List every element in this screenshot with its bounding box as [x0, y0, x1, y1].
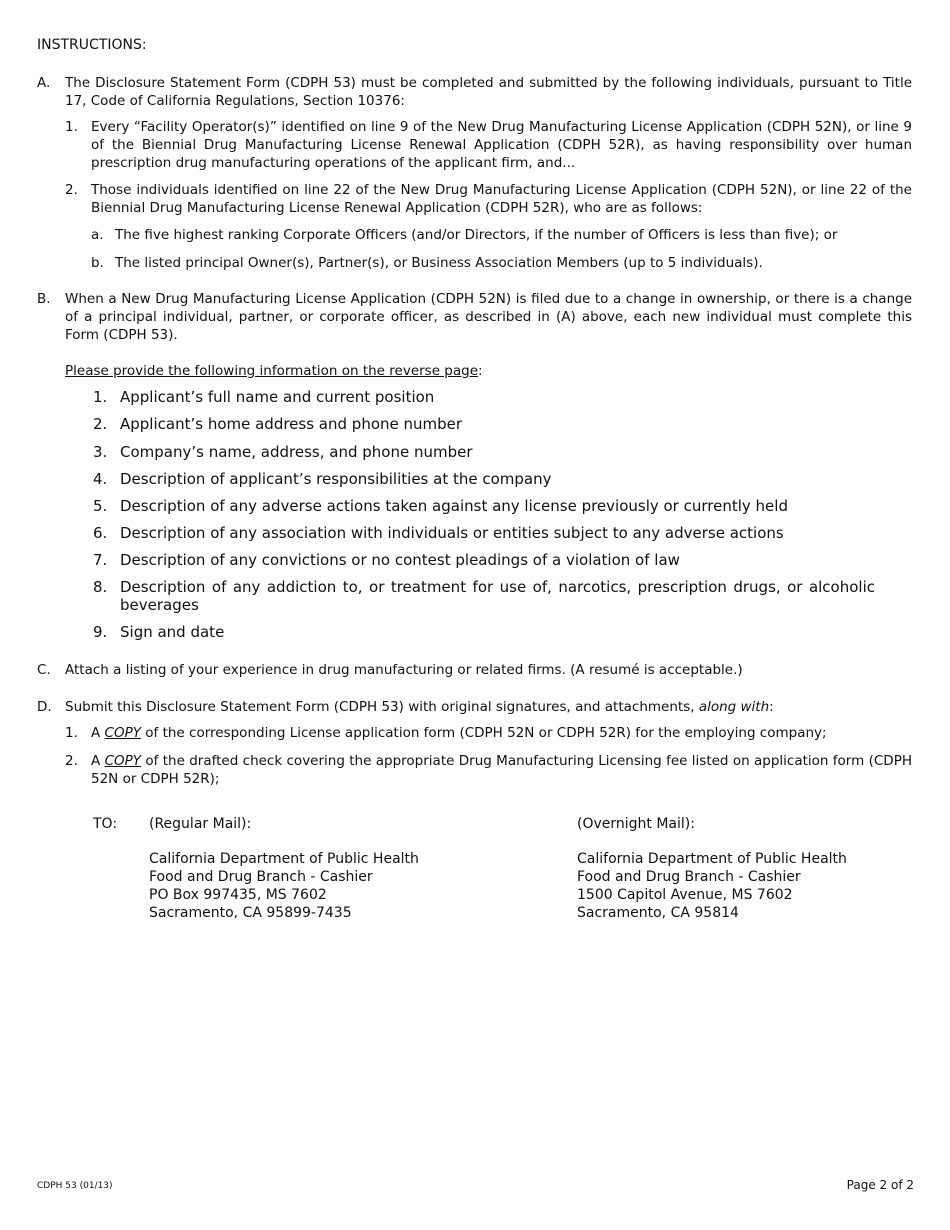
- section-a-item-text: Every “Facility Operator(s)” identified on line 9 of the New Drug Manufacturing License Application (CDPH 52N), or line 9 of the Biennial Drug Manufacturing License Renewal Application (CDPH 52R), as having responsibility over human prescription drug manufacturing operations of the applicant firm, and...: [91, 119, 912, 171]
- section-a-item-number: 1.: [65, 119, 78, 135]
- info-list-item: Description of any association with individuals or entities subject to any adverse actions: [120, 524, 784, 542]
- provide-info-colon: :: [478, 363, 483, 379]
- overnight-mail-label: (Overnight Mail):: [577, 816, 695, 832]
- copy-emphasis: COPY: [104, 753, 142, 769]
- provide-info-label: [65, 362, 483, 380]
- section-d-item-text: [91, 752, 912, 788]
- form-id: CDPH 53 (01/13): [37, 1181, 113, 1191]
- copy-emphasis: COPY: [104, 725, 141, 741]
- info-list-number: 2.: [93, 415, 108, 433]
- section-a-item-number: 2.: [65, 182, 78, 198]
- info-list-item: Sign and date: [120, 623, 225, 641]
- section-a-subitem-text: The five highest ranking Corporate Officers (and/or Directors, if the number of Officers is less than five); or: [115, 227, 838, 243]
- regular-mail-label: (Regular Mail):: [149, 816, 252, 832]
- section-a-letter: A.: [37, 75, 51, 91]
- section-d-text-end: :: [769, 699, 774, 715]
- page-title: INSTRUCTIONS:: [37, 37, 147, 53]
- info-list-number: 7.: [93, 551, 108, 569]
- section-d-text: [65, 698, 912, 716]
- section-d-item-post: of the drafted check covering the appropriate Drug Manufacturing Licensing fee listed on application form (CDPH 52N or CDPH 52R);: [91, 753, 912, 787]
- info-list-item: Company’s name, address, and phone number: [120, 443, 473, 461]
- info-list-item: Description of any convictions or no contest pleadings of a violation of law: [120, 551, 680, 569]
- info-list-number: 5.: [93, 497, 108, 515]
- section-c-text: Attach a listing of your experience in drug manufacturing or related firms. (A resumé is acceptable.): [65, 662, 743, 678]
- address-line: California Department of Public Health: [149, 851, 419, 867]
- info-list-item: Description of applicant’s responsibilities at the company: [120, 470, 552, 488]
- info-list-number: 6.: [93, 524, 108, 542]
- section-b-letter: B.: [37, 291, 51, 307]
- mail-to-label: TO:: [93, 816, 118, 832]
- section-d-item-number: 2.: [65, 753, 78, 769]
- section-b-text: When a New Drug Manufacturing License Application (CDPH 52N) is filed due to a change in ownership, or there is a change of a principal individual, partner, or corporate officer, as described in (A) above, each new individual must complete this Form (CDPH 53).: [65, 291, 912, 343]
- page-number: Page 2 of 2: [846, 1178, 914, 1192]
- overnight-mail-address: [577, 850, 847, 922]
- info-list-number: 4.: [93, 470, 108, 488]
- section-d-text-italic: along with: [698, 699, 770, 715]
- section-a-text: The Disclosure Statement Form (CDPH 53) must be completed and submitted by the following individuals, pursuant to Title 17, Code of California Regulations, Section 10376:: [65, 75, 912, 109]
- section-a-subitem-letter: a.: [91, 227, 104, 243]
- section-d-item-number: 1.: [65, 725, 78, 741]
- info-list-item: Description of any adverse actions taken against any license previously or currently held: [120, 497, 788, 515]
- section-d-item-pre: A: [91, 753, 105, 769]
- info-list-number: 9.: [93, 623, 108, 641]
- address-line: Food and Drug Branch - Cashier: [149, 869, 373, 885]
- section-d-item-post: of the corresponding License application form (CDPH 52N or CDPH 52R) for the employing company;: [140, 725, 827, 741]
- provide-info-label-text: Please provide the following information on the reverse page: [65, 363, 479, 379]
- regular-mail-address: [149, 850, 419, 922]
- section-d-letter: D.: [37, 699, 52, 715]
- address-line: California Department of Public Health: [577, 851, 847, 867]
- address-line: PO Box 997435, MS 7602: [149, 887, 327, 903]
- section-d-text-start: Submit this Disclosure Statement Form (CDPH 53) with original signatures, and attachments,: [65, 699, 699, 715]
- info-list-item: Applicant’s home address and phone number: [120, 415, 463, 433]
- section-a-subitem-letter: b.: [91, 255, 104, 271]
- address-line: Sacramento, CA 95899-7435: [149, 905, 352, 921]
- address-line: Sacramento, CA 95814: [577, 905, 739, 921]
- info-list-number: 3.: [93, 443, 108, 461]
- address-line: Food and Drug Branch - Cashier: [577, 869, 801, 885]
- section-c-letter: C.: [37, 662, 51, 678]
- address-line: 1500 Capitol Avenue, MS 7602: [577, 887, 793, 903]
- info-list-item: Applicant’s full name and current position: [120, 388, 435, 406]
- section-d-item-text: [91, 724, 912, 742]
- info-list-number: 8.: [93, 578, 108, 596]
- section-a-subitem-text: The listed principal Owner(s), Partner(s), or Business Association Members (up to 5 individuals).: [115, 255, 763, 271]
- section-d-item-pre: A: [91, 725, 105, 741]
- section-a-item-text: Those individuals identified on line 22 of the New Drug Manufacturing License Application (CDPH 52N), or line 22 of the Biennial Drug Manufacturing License Renewal Application (CDPH 52R), who are as follows:: [91, 182, 912, 216]
- info-list-number: 1.: [93, 388, 108, 406]
- info-list-item: Description of any addiction to, or treatment for use of, narcotics, prescription drugs, or alcoholic beverages: [120, 578, 875, 614]
